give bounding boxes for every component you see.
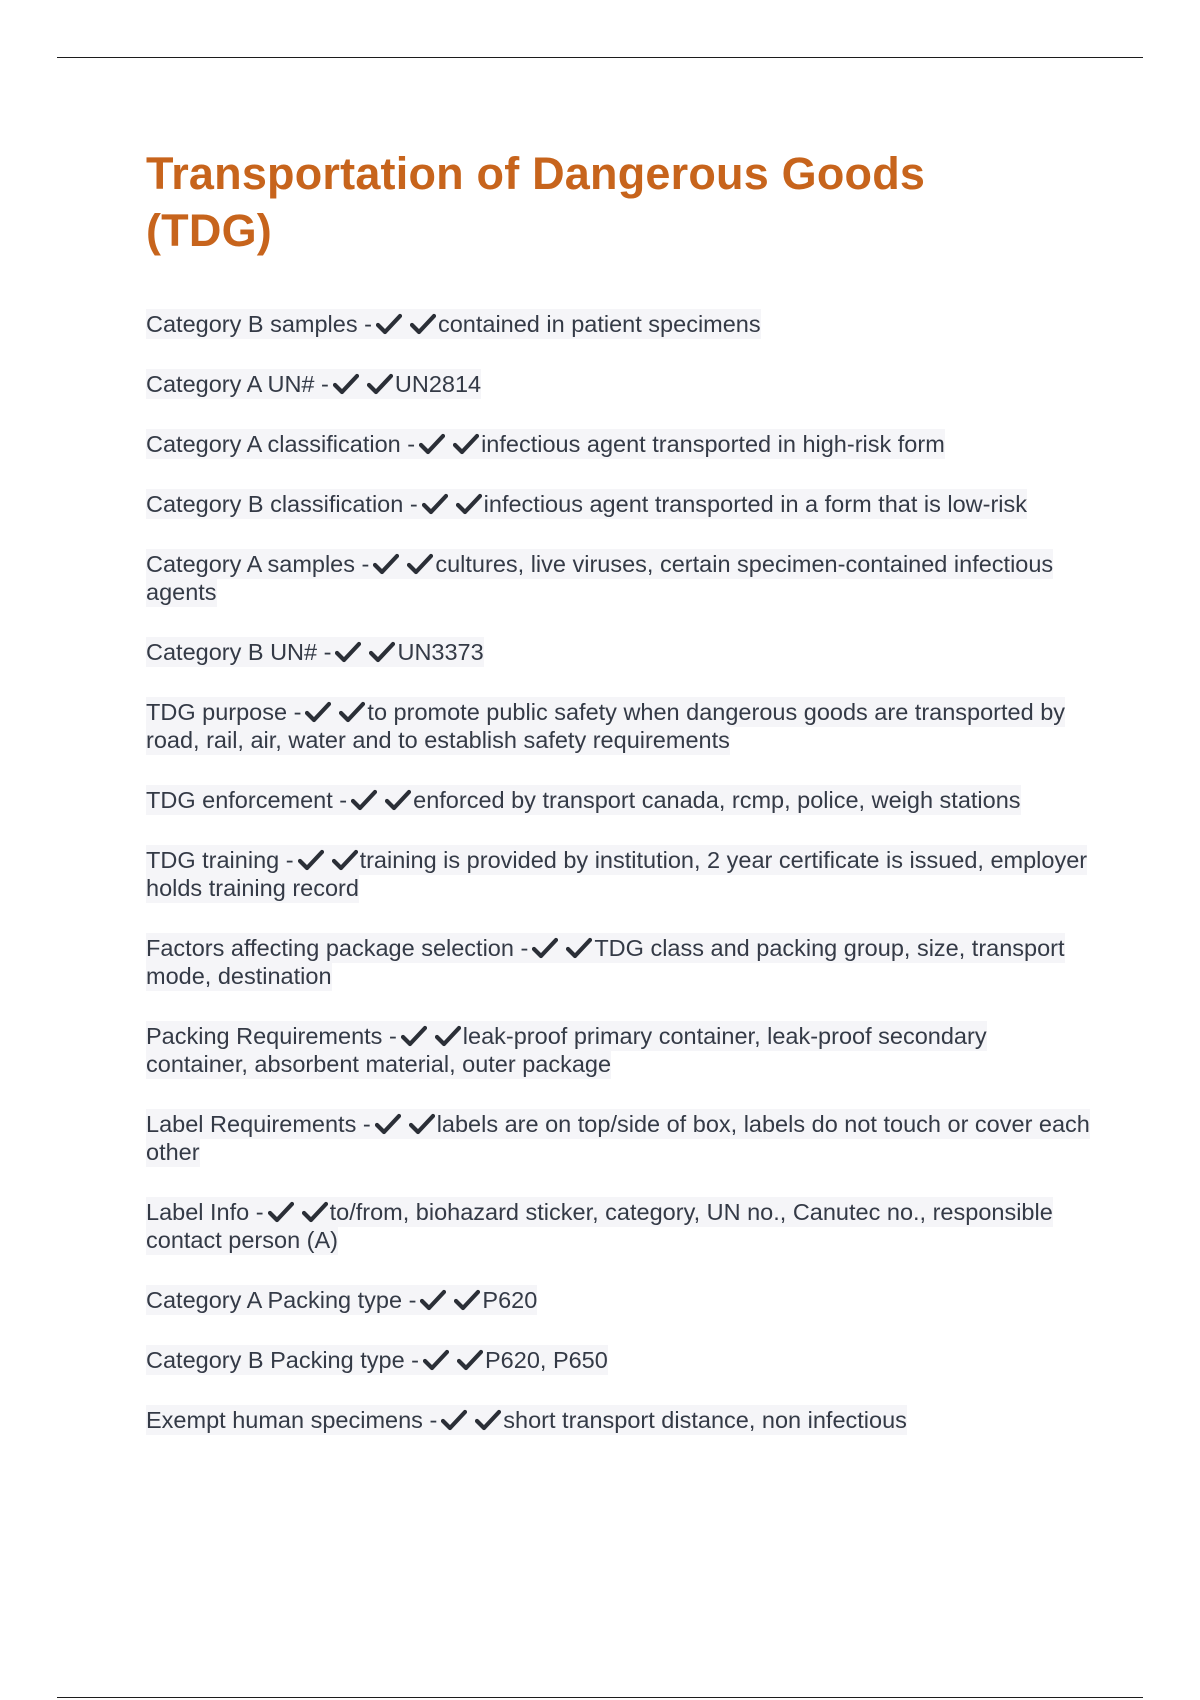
answer-marker <box>335 639 397 665</box>
entry-term: Category A samples <box>146 551 355 577</box>
flashcard-entry <box>146 698 1091 754</box>
answer-marker <box>375 1111 437 1137</box>
entry-text <box>146 1345 608 1375</box>
flashcard-entry <box>146 550 1091 606</box>
checkmark-icon <box>409 1113 435 1135</box>
entry-term: Category B Packing type <box>146 1347 405 1373</box>
bottom-rule <box>57 1697 1143 1698</box>
flashcard-entry <box>146 1286 1091 1314</box>
entry-answer: UN3373 <box>397 639 484 665</box>
checkmark-icon <box>422 493 448 515</box>
entry-answer: to/from, biohazard sticker, category, UN no., Canutec no., responsible contact person (A) <box>146 1199 1053 1253</box>
checkmark-icon <box>305 701 331 723</box>
flashcard-entry <box>146 1198 1091 1254</box>
checkmark-icon <box>376 313 402 335</box>
entry-answer: UN2814 <box>394 371 482 397</box>
entry-separator: - <box>361 551 370 577</box>
entry-answer: enforced by transport canada, rcmp, police, weigh stations <box>413 787 1021 813</box>
entry-answer: infectious agent transported in a form that is low-risk <box>483 491 1028 517</box>
answer-marker <box>305 699 367 725</box>
entry-text <box>146 369 481 399</box>
entry-text <box>146 697 1065 755</box>
checkmark-icon <box>351 789 377 811</box>
entry-answer: short transport distance, non infectious <box>503 1407 907 1433</box>
entry-answer: leak-proof primary container, leak-proof secondary container, absorbent material, outer package <box>146 1023 987 1077</box>
flashcard-entry <box>146 638 1091 666</box>
checkmark-icon <box>369 641 395 663</box>
entry-separator: - <box>321 371 329 397</box>
checkmark-icon <box>333 373 359 395</box>
entry-separator: - <box>429 1407 438 1433</box>
entry-separator: - <box>364 311 372 337</box>
checkmark-icon <box>532 937 558 959</box>
checkmark-icon <box>566 937 592 959</box>
entry-answer: to promote public safety when dangerous goods are transported by road, rail, air, water and to establish safety requirements <box>146 699 1066 753</box>
entry-term: Category A UN# <box>146 371 315 397</box>
entry-term: TDG enforcement <box>146 787 333 813</box>
entry-term: Category B samples <box>146 311 358 337</box>
entry-term: Category B UN# <box>146 639 318 665</box>
entry-separator: - <box>323 639 332 665</box>
answer-marker <box>298 847 360 873</box>
checkmark-icon <box>423 1349 449 1371</box>
entry-separator: - <box>408 1287 417 1313</box>
entry-term: Factors affecting package selection <box>146 935 514 961</box>
entry-separator: - <box>407 431 416 457</box>
entry-answer: cultures, live viruses, certain specimen-contained infectious agents <box>146 551 1054 605</box>
checkmark-icon <box>454 1289 480 1311</box>
entry-text <box>146 489 1027 519</box>
checkmark-icon <box>456 493 482 515</box>
checkmark-icon <box>268 1201 294 1223</box>
checkmark-icon <box>407 553 433 575</box>
flashcard-entry <box>146 934 1091 990</box>
checkmark-icon <box>373 553 399 575</box>
entry-term: Label Info <box>146 1199 250 1225</box>
entry-separator: - <box>293 699 302 725</box>
answer-marker <box>420 1287 482 1313</box>
checkmark-icon <box>441 1409 467 1431</box>
checkmark-icon <box>339 701 365 723</box>
answer-marker <box>351 787 413 813</box>
checkmark-icon <box>367 373 393 395</box>
entry-separator: - <box>339 787 348 813</box>
entry-text <box>146 933 1065 991</box>
top-rule <box>57 57 1143 58</box>
flashcard-entry <box>146 430 1091 458</box>
checkmark-icon <box>298 849 324 871</box>
entry-answer: P620 <box>482 1287 538 1313</box>
entry-term: Exempt human specimens <box>146 1407 423 1433</box>
entry-text <box>146 1285 537 1315</box>
flashcard-entry <box>146 1406 1091 1434</box>
entry-separator: - <box>520 935 529 961</box>
answer-marker <box>441 1407 503 1433</box>
entry-answer: infectious agent transported in high-risk form <box>481 431 945 457</box>
entry-term: TDG training <box>146 847 280 873</box>
entry-text <box>146 1197 1053 1255</box>
checkmark-icon <box>457 1349 483 1371</box>
flashcard-list <box>146 310 1091 1466</box>
answer-marker <box>333 371 395 397</box>
entry-separator: - <box>285 847 294 873</box>
entry-term: Category A Packing type <box>146 1287 403 1313</box>
entry-text <box>146 637 484 667</box>
entry-text <box>146 429 945 459</box>
entry-text <box>146 549 1053 607</box>
flashcard-entry <box>146 1346 1091 1374</box>
page-title: Transportation of Dangerous Goods (TDG) <box>146 148 926 256</box>
entry-answer: training is provided by institution, 2 year certificate is issued, employer holds training record <box>146 847 1088 901</box>
flashcard-entry <box>146 490 1091 518</box>
flashcard-entry <box>146 786 1091 814</box>
flashcard-entry <box>146 370 1091 398</box>
answer-marker <box>373 551 435 577</box>
entry-text <box>146 1109 1090 1167</box>
entry-term: Category B classification <box>146 491 404 517</box>
answer-marker <box>532 935 594 961</box>
entry-text <box>146 1405 907 1435</box>
flashcard-entry <box>146 310 1091 338</box>
entry-term: Category A classification <box>146 431 401 457</box>
checkmark-icon <box>401 1025 427 1047</box>
checkmark-icon <box>375 1113 401 1135</box>
flashcard-entry <box>146 1110 1091 1166</box>
entry-answer: P620, P650 <box>485 1347 608 1373</box>
entry-answer: TDG class and packing group, size, transport mode, destination <box>146 935 1065 989</box>
checkmark-icon <box>420 1289 446 1311</box>
entry-separator: - <box>362 1111 371 1137</box>
entry-term: Label Requirements <box>146 1111 357 1137</box>
flashcard-entry <box>146 846 1091 902</box>
answer-marker <box>419 431 481 457</box>
entry-separator: - <box>388 1023 397 1049</box>
answer-marker <box>423 1347 485 1373</box>
entry-answer: contained in patient specimens <box>437 311 761 337</box>
entry-term: TDG purpose <box>146 699 288 725</box>
checkmark-icon <box>335 641 361 663</box>
checkmark-icon <box>410 313 436 335</box>
checkmark-icon <box>475 1409 501 1431</box>
flashcard-entry <box>146 1022 1091 1078</box>
entry-term: Packing Requirements <box>146 1023 383 1049</box>
answer-marker <box>376 311 438 337</box>
checkmark-icon <box>302 1201 328 1223</box>
entry-separator: - <box>411 1347 419 1373</box>
entry-text <box>146 785 1021 815</box>
checkmark-icon <box>453 433 479 455</box>
checkmark-icon <box>419 433 445 455</box>
entry-text <box>146 309 761 339</box>
entry-text <box>146 845 1087 903</box>
entry-answer: labels are on top/side of box, labels do not touch or cover each other <box>146 1111 1090 1165</box>
answer-marker <box>268 1199 330 1225</box>
checkmark-icon <box>435 1025 461 1047</box>
checkmark-icon <box>385 789 411 811</box>
entry-separator: - <box>409 491 418 517</box>
entry-text <box>146 1021 987 1079</box>
answer-marker <box>422 491 484 517</box>
answer-marker <box>401 1023 463 1049</box>
checkmark-icon <box>332 849 358 871</box>
entry-separator: - <box>255 1199 264 1225</box>
